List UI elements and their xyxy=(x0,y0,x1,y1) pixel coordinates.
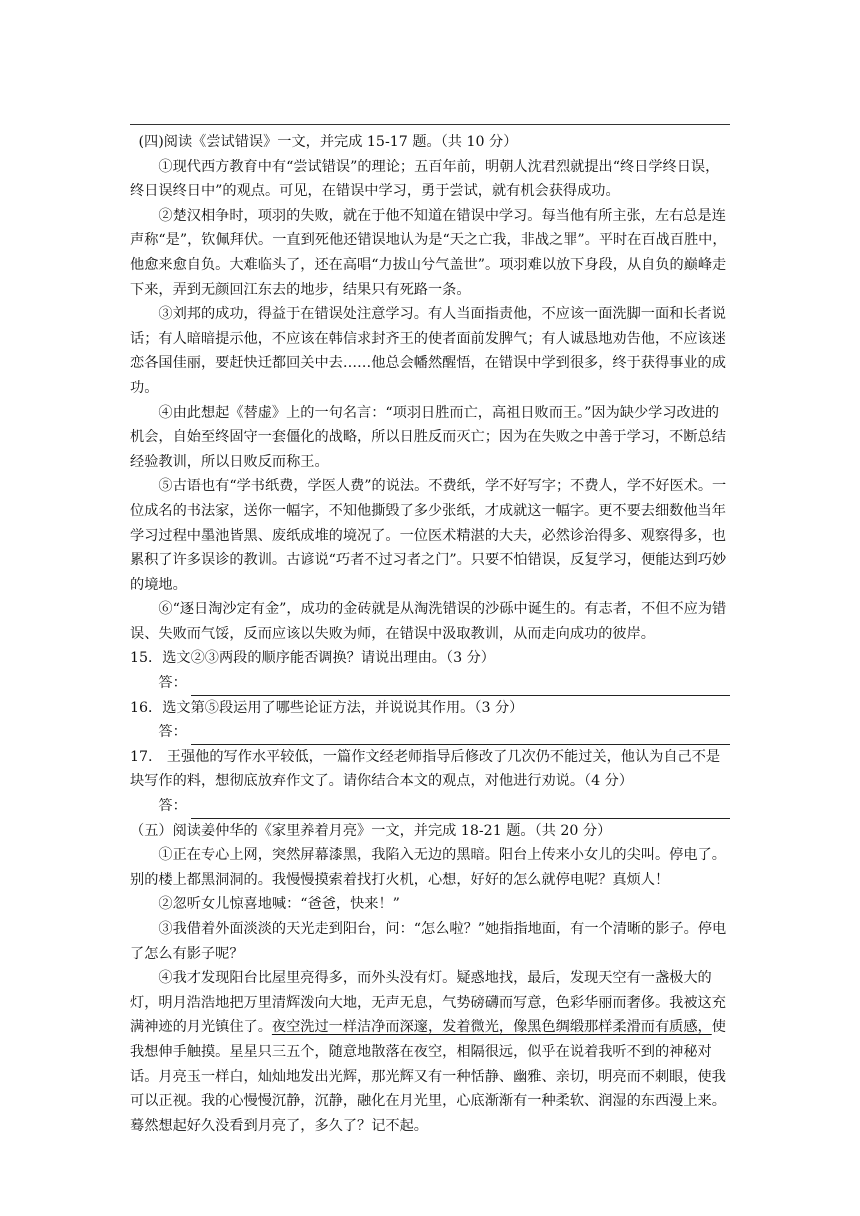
answer-label: 答： xyxy=(158,724,187,741)
answer-line-17[interactable] xyxy=(191,801,730,819)
paragraph-4-text-after: 使我想伸手触摸。星星只三五个，随意地散落在夜空，相隔很远，似乎在说着我听不到的神秘对话。月亮玉一样白，灿灿地发出光辉，那光辉又有一种恬静、幽雅、亲切，明亮而不刺眼，使我可以正视。我的心慢慢沉静，沉静，融化在月光里，心底渐渐有一种柔软、润湿的东西漫上来。蓦然想起好久没看到月亮了，多久了？记不起。 xyxy=(130,1019,726,1134)
section-4-paragraph-2: ②楚汉相争时，项羽的失败，就在于他不知道在错误中学习。每当他有所主张，左右总是连声称“是”，钦佩拜伏。一直到死他还错误地认为是“天之亡我，非战之罪”。平时在百战百胜中，他愈来愈自负。大难临头了，还在高唱“力拔山兮气盖世”。项羽难以放下身段，从自负的巅峰走下来，弄到无颜回江东去的地步，结果只有死路一条。 xyxy=(130,207,727,298)
answer-17 xyxy=(130,794,730,819)
exam-page xyxy=(130,130,730,1138)
section-4-title: (四)阅读《尝试错误》一文，并完成 15-17 题。（共 10 分） xyxy=(138,134,518,150)
question-17: 17. 王强他的写作水平较低，一篇作文经老师指导后修改了几次仍不能过关，他认为自己不是块写作的料，想彻底放弃作文了。请你结合本文的观点，对他进行劝说。（4 分） xyxy=(130,748,721,790)
section-4-paragraph-4: ④由此想起《替虚》上的一句名言：“项羽日胜而亡，高祖日败而王。”因为缺少学习改进的机会，自始至终固守一套僵化的战略，所以日胜反而灭亡；因为在失败之中善于学习，不断总结经验教训，所以日败反而称王。 xyxy=(130,404,726,470)
section-5-paragraph-1: ①正在专心上网，突然屏幕漆黑，我陷入无边的黑暗。阳台上传来小女儿的尖叫。停电了。别的楼上都黑洞洞的。我慢慢摸索着找打火机，心想，好好的怎么就停电呢？真烦人！ xyxy=(130,847,726,888)
question-15: 15．选文②③两段的顺序能否调换？请说出理由。（3 分） xyxy=(130,650,495,667)
section-5-paragraph-2: ②忽听女儿惊喜地喊：“爸爸，快来！” xyxy=(158,896,400,913)
answer-label: 答： xyxy=(158,675,187,692)
answer-line-15[interactable] xyxy=(191,678,730,696)
section-4-paragraph-6: ⑥“逐日淘沙定有金”，成功的金砖就是从淘洗错误的沙砾中诞生的。有志者，不但不应为错误、失败而气馁，反而应该以失败为师，在错误中汲取教训，从而走向成功的彼岸。 xyxy=(130,601,727,642)
answer-15 xyxy=(130,671,730,696)
paragraph-4-text-before: ④我才发现阳台比屋里亮得多，而外头没有灯。疑惑地找，最后，发现天空有一盏极大的灯，明月浩浩地把万里清辉泼向大地，无声无息，气势磅礴而写意，色彩华丽而奢侈。我被这充满神迹的月光镇住了。 xyxy=(130,970,726,1036)
top-rule xyxy=(130,124,730,125)
answer-16 xyxy=(130,720,730,745)
section-5-paragraph-4 xyxy=(130,966,730,1138)
answer-label: 答： xyxy=(158,798,187,815)
question-16: 16．选文第⑤段运用了哪些论证方法，并说说其作用。（3 分） xyxy=(130,699,524,716)
section-5-title: （五）阅读姜仲华的《家里养着月亮》一文，并完成 18-21 题。（共 20 分） xyxy=(130,822,612,839)
section-5-paragraph-3: ③我借着外面淡淡的天光走到阳台，问：“怎么啦？”她指指地面，有一个清晰的影子。停电了怎么有影子呢？ xyxy=(130,921,727,962)
underlined-sentence: 夜空洗过一样洁净而深邃，发着微光，像黑色绸缎那样柔滑而有质感， xyxy=(271,1019,712,1036)
section-4-paragraph-1: ①现代西方教育中有“尝试错误”的理论；五百年前，明朝人沈君烈就提出“终日学终日误，终日误终日中”的观点。可见，在错误中学习，勇于尝试，就有机会获得成功。 xyxy=(130,158,720,200)
section-4-paragraph-5: ⑤古语也有“学书纸费，学医人费”的说法。不费纸，学不好写字；不费人，学不好医术。一位成名的书法家，送你一幅字，不知他撕毁了多少张纸，才成就这一幅字。更不要去细数他当年学习过程中墨池皆黑、废纸成堆的境况了。一位医术精湛的大夫，必然诊治得多、观察得多，也累积了许多误诊的教训。古谚说“巧者不过习者之门”。只要不怕错误，反复学习，便能达到巧妙的境地。 xyxy=(130,478,727,593)
section-4-paragraph-3: ③刘邦的成功，得益于在错误处注意学习。有人当面指责他，不应该一面洗脚一面和长者说话；有人暗暗提示他，不应该在韩信求封齐王的使者面前发脾气；有人诚恳地劝告他，不应该迷恋各国佳丽，要赶快迁都回关中去……他总会幡然醒悟，在错误中学到很多，终于获得事业的成功。 xyxy=(130,306,726,396)
answer-line-16[interactable] xyxy=(191,727,730,745)
